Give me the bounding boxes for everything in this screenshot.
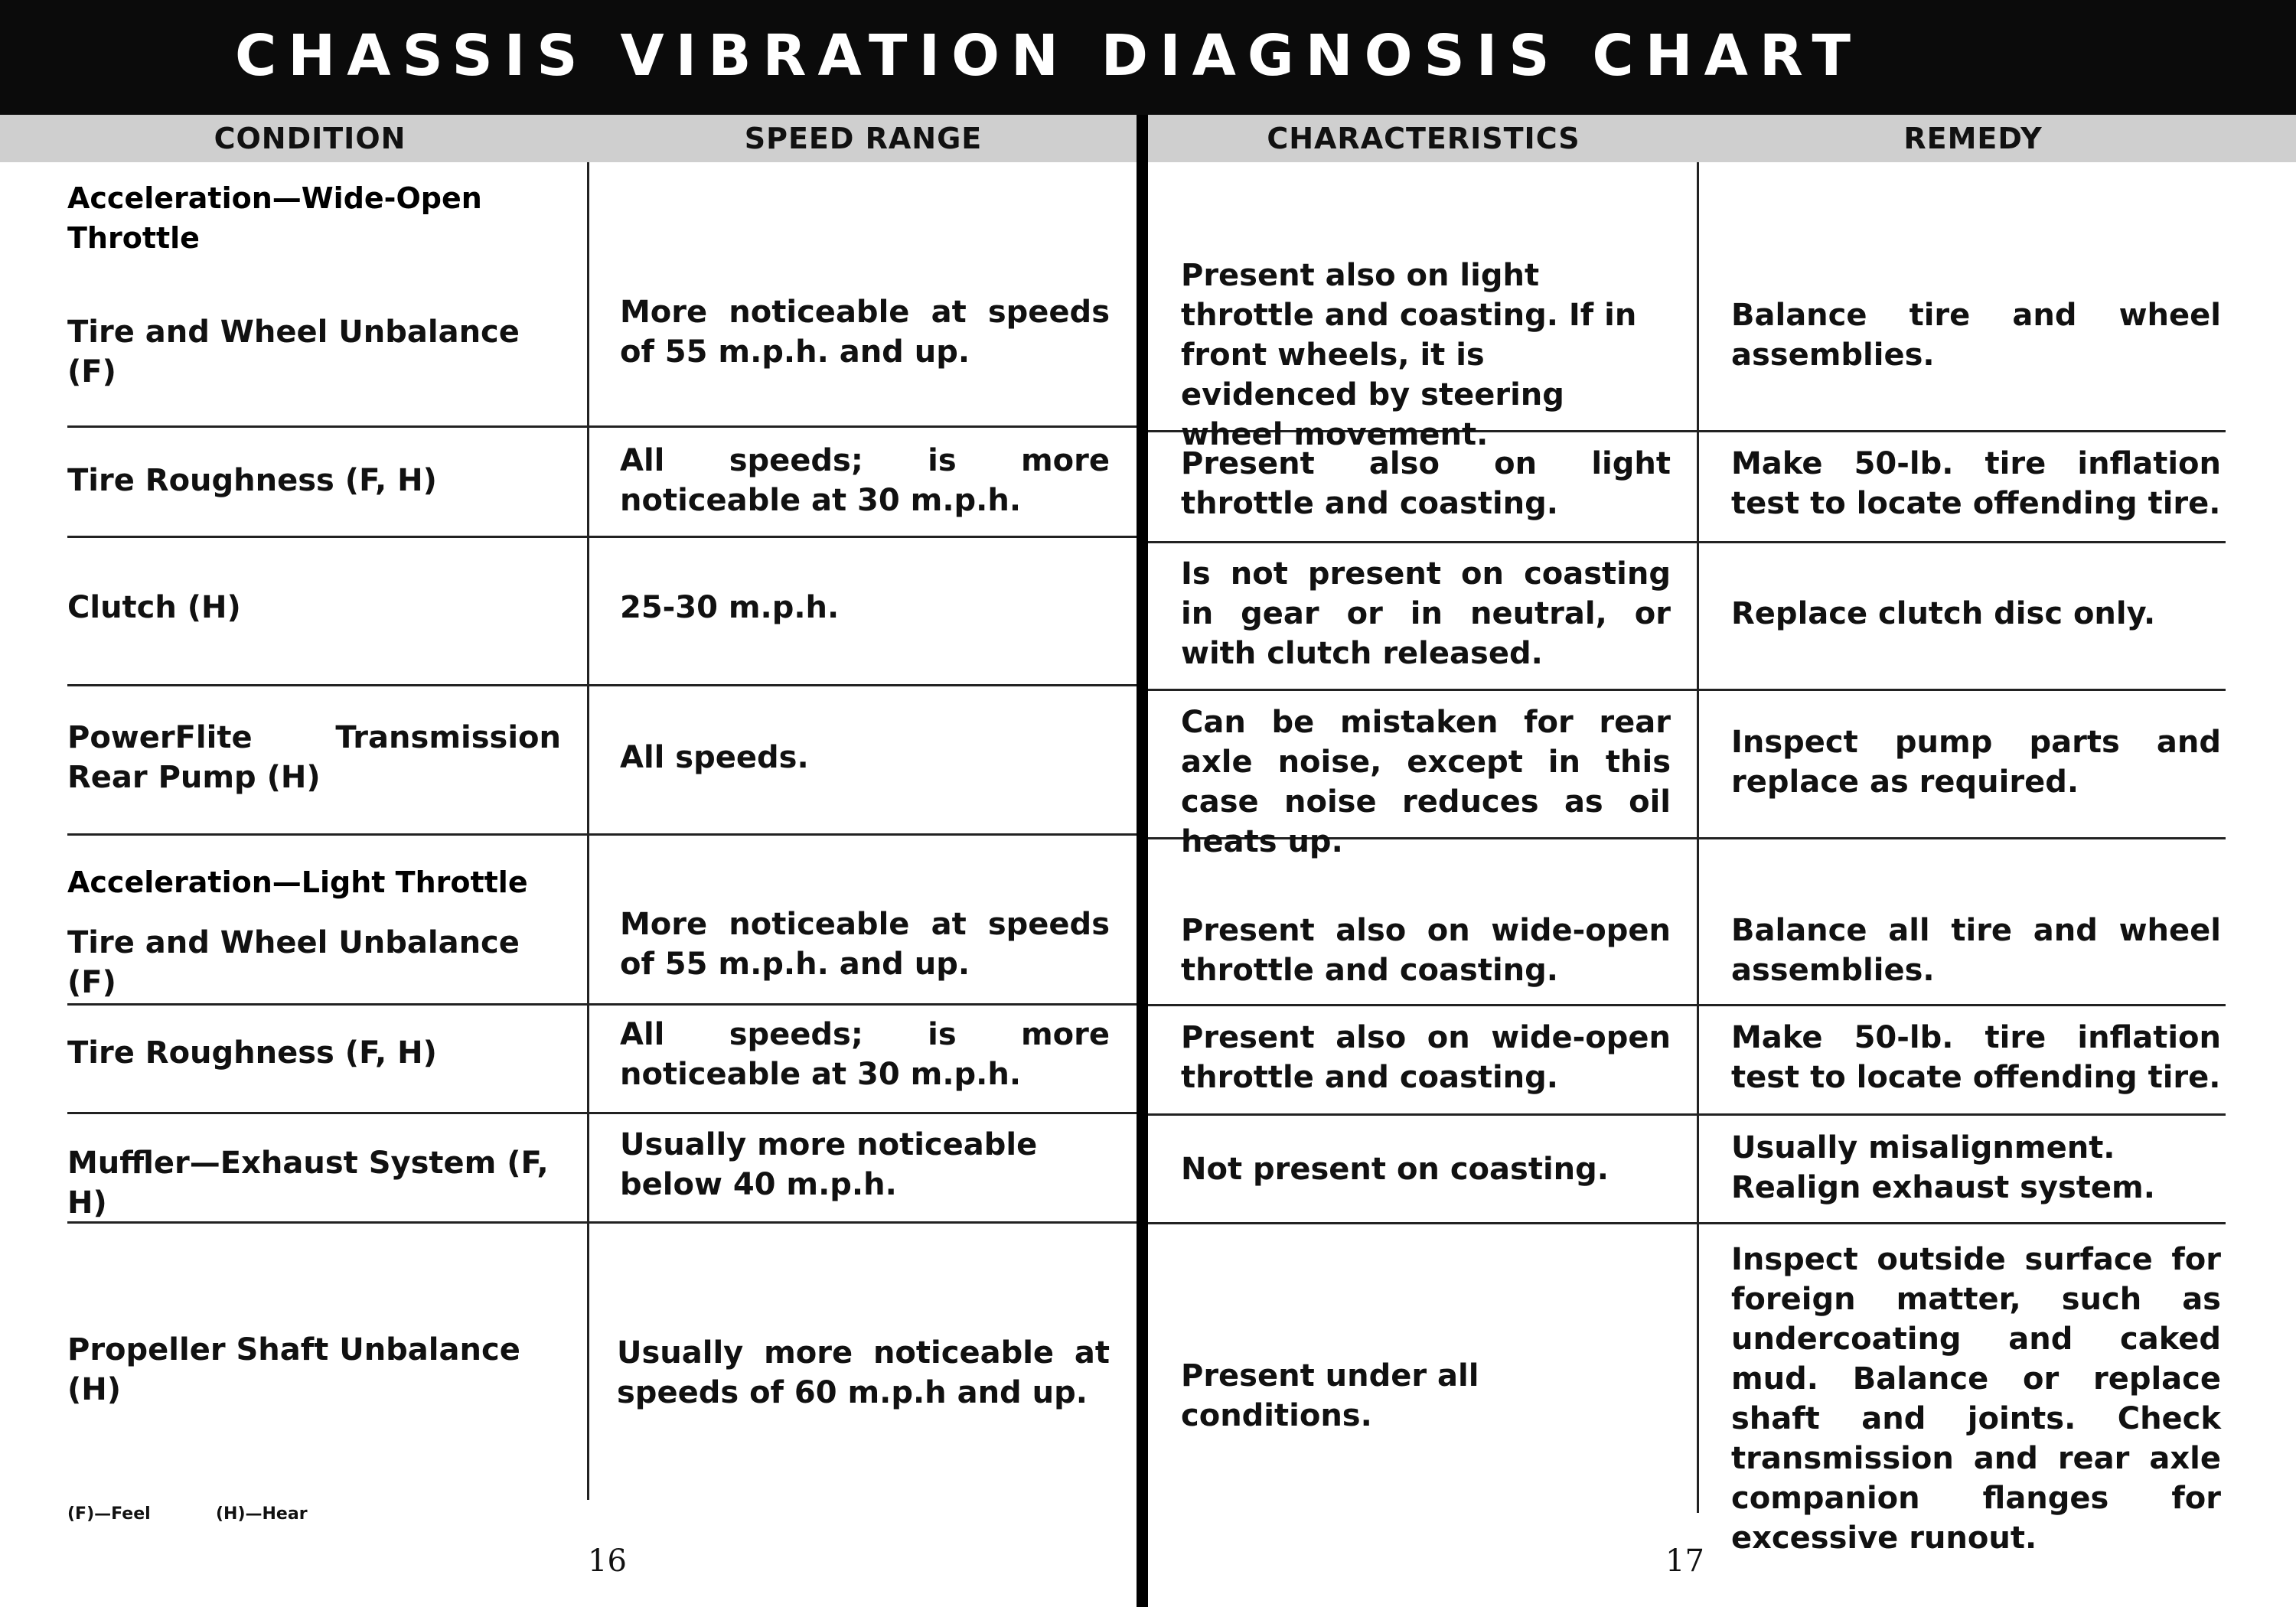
chart-title: CHASSIS VIBRATION DIAGNOSIS CHART [234, 23, 1863, 89]
table-row-1-remedy: Make 50-lb. tire inflation test to locate offending tire. [1731, 446, 2221, 521]
table-row-6-remedy: Usually misalignment. Realign exhaust system. [1731, 1130, 2155, 1205]
table-row-5-remedy: Make 50-lb. tire inflation test to locate offending tire. [1731, 1020, 2221, 1095]
row-rule [1148, 689, 2226, 691]
table-row-7-speed-range: Usually more noticeable at speeds of 60 m.p.h and up. [617, 1335, 1110, 1410]
column-rule-left [587, 162, 589, 1500]
table-row-6-speed-range: Usually more noticeable below 40 m.p.h. [620, 1127, 1038, 1202]
row-rule [1148, 1004, 2226, 1006]
table-row-2-remedy: Replace clutch disc only. [1731, 596, 2156, 631]
row-rule [67, 536, 1137, 538]
column-header-characteristics: CHARACTERISTICS [1267, 122, 1580, 155]
table-row-1-speed-range: All speeds; is more noticeable at 30 m.p.h. [620, 443, 1110, 518]
column-header-remedy: REMEDY [1903, 122, 2043, 155]
table-row-2-condition: Clutch (H) [67, 590, 241, 625]
table-row-3-speed-range: All speeds. [620, 740, 809, 775]
column-header-speed-range: SPEED RANGE [744, 122, 983, 155]
table-row-0-condition: Tire and Wheel Unbalance (F) [67, 315, 520, 390]
row-rule [67, 425, 1137, 428]
table-row-6-condition: Muffler—Exhaust System (F, H) [67, 1146, 549, 1221]
page-number-left: 16 [588, 1543, 627, 1579]
table-row-7-remedy: Inspect outside surface for foreign matter, such as undercoating and caked mud. Balance or replace shaft and joints. Check transmission and rear axle companion flanges for excessive runout. [1731, 1242, 2221, 1556]
table-row-3-condition: PowerFlite Transmission Rear Pump (H) [67, 720, 561, 795]
row-rule [67, 833, 1137, 836]
table-row-3-remedy: Inspect pump parts and replace as required. [1731, 725, 2221, 800]
table-row-7-condition: Propeller Shaft Unbalance (H) [67, 1332, 520, 1407]
table-row-7-characteristics: Present under all conditions. [1181, 1358, 1479, 1433]
legend-hear: (H)—Hear [216, 1504, 308, 1524]
table-row-0-speed-range: More noticeable at speeds of 55 m.p.h. and up. [620, 295, 1110, 370]
table-row-5-speed-range: All speeds; is more noticeable at 30 m.p.h. [620, 1017, 1110, 1092]
row-rule [67, 1112, 1137, 1114]
row-rule [1148, 1222, 2226, 1224]
table-row-4-speed-range: More noticeable at speeds of 55 m.p.h. and up. [620, 907, 1110, 982]
row-rule [1148, 541, 2226, 543]
table-row-0-characteristics: Present also on light throttle and coasting. If in front wheels, it is evidenced by steering wheel movement. [1181, 258, 1637, 452]
section-heading-light-throttle: Acceleration—Light Throttle [67, 865, 528, 899]
row-rule [67, 1003, 1137, 1006]
table-row-2-speed-range: 25-30 m.p.h. [620, 590, 840, 625]
page-number-right: 17 [1665, 1543, 1704, 1579]
table-row-5-characteristics: Present also on wide-open throttle and coasting. [1181, 1020, 1671, 1095]
table-row-3-characteristics: Can be mistaken for rear axle noise, except in this case noise reduces as oil heats up. [1181, 705, 1671, 859]
section-heading-wide-open-throttle: Acceleration—Wide-Open Throttle [67, 181, 482, 255]
legend-feel: (F)—Feel [67, 1504, 151, 1524]
table-row-4-remedy: Balance all tire and wheel assemblies. [1731, 913, 2221, 988]
table-row-4-characteristics: Present also on wide-open throttle and coasting. [1181, 913, 1671, 988]
table-row-0-remedy: Balance tire and wheel assemblies. [1731, 298, 2221, 373]
row-rule [67, 684, 1137, 686]
page-divider [1137, 115, 1148, 1607]
table-row-4-condition: Tire and Wheel Unbalance (F) [67, 925, 520, 1000]
table-row-5-condition: Tire Roughness (F, H) [67, 1035, 437, 1071]
table-row-1-characteristics: Present also on light throttle and coasting. [1181, 446, 1671, 521]
table-row-2-characteristics: Is not present on coasting in gear or in neutral, or with clutch released. [1181, 556, 1671, 671]
column-header-condition: CONDITION [214, 122, 406, 155]
table-row-1-condition: Tire Roughness (F, H) [67, 463, 437, 498]
table-row-6-characteristics: Not present on coasting. [1181, 1152, 1609, 1187]
row-rule [1148, 1113, 2226, 1116]
